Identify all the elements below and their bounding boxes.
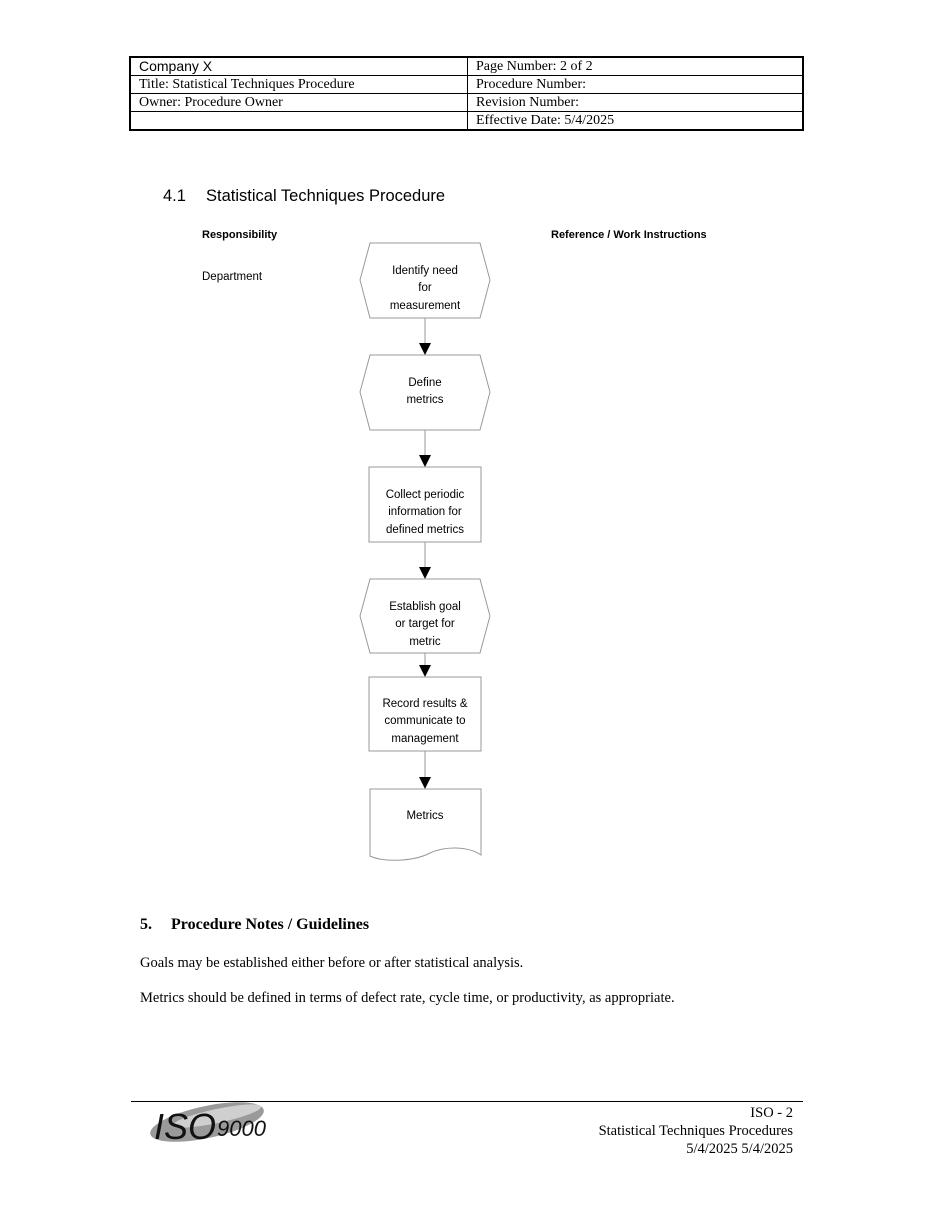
section-number: 5. <box>140 916 152 933</box>
flow-arrowhead <box>419 567 431 579</box>
company-name: Company X <box>130 57 468 76</box>
iso-9000-logo <box>145 1102 280 1144</box>
responsibility-header: Responsibility <box>202 229 278 241</box>
flow-label-collect-info <box>365 486 485 540</box>
flow-label-line: or target for <box>395 618 455 631</box>
flow-label-line: communicate to <box>384 715 466 728</box>
flow-label-line: Establish goal <box>389 600 461 613</box>
logo-9000: 9000 <box>217 1116 266 1141</box>
logo-iso: ISO <box>154 1106 217 1144</box>
flow-label-line: measurement <box>389 299 461 312</box>
flow-label-define-metrics <box>365 374 485 410</box>
flow-label-identify-need <box>365 262 485 316</box>
section-5-heading <box>140 916 369 934</box>
reference-header: Reference / Work Instructions <box>551 229 707 241</box>
section-title: Procedure Notes / Guidelines <box>171 916 370 933</box>
flow-label-line: management <box>391 732 459 745</box>
flow-label-record-results <box>365 695 485 749</box>
flow-label-line: for <box>418 282 432 295</box>
flow-arrowhead <box>419 665 431 677</box>
effective-date: Effective Date: 5/4/2025 <box>468 112 804 131</box>
section-title: Statistical Techniques Procedure <box>206 187 446 205</box>
flow-label-line: Metrics <box>406 810 444 823</box>
revision-number: Revision Number: <box>468 94 804 112</box>
procedure-title: Title: Statistical Techniques Procedure <box>130 76 468 94</box>
paragraph: Goals may be established either before or after statistical analysis. <box>140 955 524 971</box>
flow-label-line: Define <box>408 376 442 389</box>
paragraph: Metrics should be defined in terms of defect rate, cycle time, or productivity, as appropriate. <box>140 990 675 1006</box>
flow-arrowhead <box>419 777 431 789</box>
flow-label-line: defined metrics <box>386 523 464 536</box>
flow-label-metrics <box>365 808 485 826</box>
footer-text <box>599 1104 793 1158</box>
flow-label-line: Record results & <box>382 697 468 710</box>
flow-label-establish-goal <box>365 598 485 652</box>
flow-arrowhead <box>419 343 431 355</box>
footer-doc-title: Statistical Techniques Procedures <box>598 1123 793 1139</box>
flow-label-line: metric <box>409 635 441 648</box>
section-number: 4.1 <box>163 187 186 205</box>
flow-label-line: information for <box>388 506 462 519</box>
page-number: Page Number: 2 of 2 <box>468 57 804 76</box>
procedure-owner: Owner: Procedure Owner <box>130 94 468 112</box>
flow-label-line: metrics <box>406 394 444 406</box>
flow-label-line: Collect periodic <box>385 488 465 501</box>
footer-dates: 5/4/2025 5/4/2025 <box>686 1141 793 1157</box>
footer-doc-id: ISO - 2 <box>750 1105 793 1121</box>
department-label: Department <box>202 271 263 283</box>
flow-arrowhead <box>419 455 431 467</box>
procedure-number: Procedure Number: <box>468 76 804 94</box>
flow-label-line: Identify need <box>392 264 458 277</box>
